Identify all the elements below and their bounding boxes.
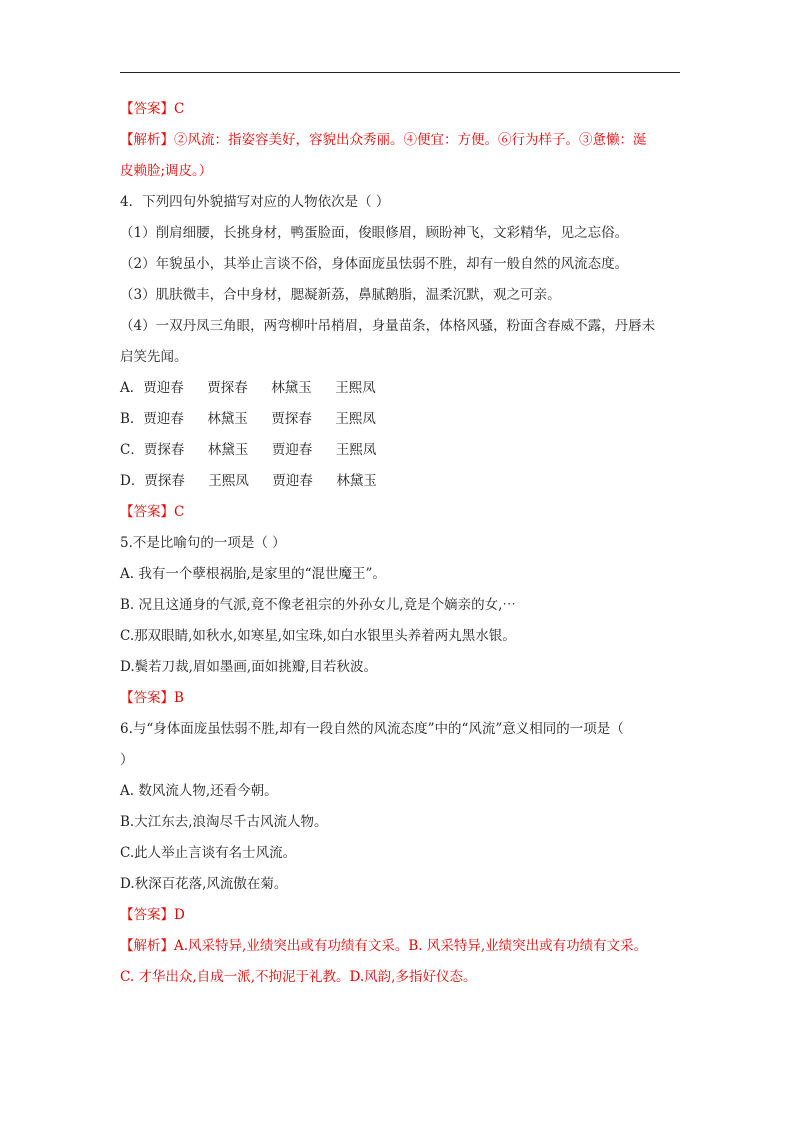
option-name: 贾探春 — [143, 442, 185, 458]
option-name: 贾探春 — [144, 473, 185, 489]
q4-option-c — [120, 435, 680, 466]
option-name: 贾迎春 — [143, 411, 184, 427]
q6-option-a: A. 数风流人物,还看今朝。 — [120, 783, 278, 799]
option-name: 王熙凤 — [208, 473, 249, 489]
q4-item-4-cont: 启笑先闻。 — [120, 349, 188, 365]
q4-option-b — [120, 404, 680, 435]
q4-option-a — [120, 373, 680, 404]
option-label: B． — [120, 411, 144, 427]
option-label: D． — [120, 473, 145, 489]
option-name: 林黛玉 — [207, 442, 249, 458]
q6-option-b: B.大江东去,浪淘尽千古风流人物。 — [120, 814, 328, 830]
q5-option-a: A. 我有一个孽根祸胎,是家里的“混世魔王”。 — [120, 566, 386, 582]
q6-answer: 【答案】D — [120, 907, 185, 923]
q4-item-3: （3）肌肤微丰，合中身材，腮凝新荔，鼻腻鹅脂，温柔沉默，观之可亲。 — [120, 287, 561, 303]
q5-option-c: C.那双眼睛,如秋水,如寒星,如宝珠,如白水银里头养着两丸黑水银。 — [120, 628, 516, 644]
q6-analysis-line-1: 【解析】A.风采特异,业绩突出或有功绩有文采。B. 风采特异,业绩突出或有功绩有文采。 — [120, 938, 648, 954]
option-name: 贾探春 — [207, 380, 248, 396]
q6-analysis-line-2: C. 才华出众,自成一派,不拘泥于礼教。D.风韵,多指好仪态。 — [120, 969, 477, 985]
option-name: 贾迎春 — [271, 442, 313, 458]
q6-option-c: C.此人举止言谈有名士风流。 — [120, 845, 297, 861]
option-name: 林黛玉 — [207, 411, 248, 427]
q6-stem-line-2: ） — [120, 752, 134, 768]
option-name: 贾探春 — [271, 411, 312, 427]
q4-item-2: （2）年貌虽小，其举止言谈不俗，身体面庞虽怯弱不胜，却有一般自然的风流态度。 — [120, 256, 629, 272]
q4-answer: 【答案】C — [120, 504, 185, 520]
option-name: 贾迎春 — [143, 380, 184, 396]
q4-option-d — [120, 466, 680, 497]
q6-stem-line-1: 6.与“身体面庞虽怯弱不胜,却有一段自然的风流态度”中的“风流”意义相同的一项是（ — [120, 721, 624, 737]
option-name: 王熙凤 — [335, 411, 376, 427]
q3-answer: 【答案】C — [120, 101, 185, 117]
option-name: 林黛玉 — [271, 380, 312, 396]
option-name: 林黛玉 — [336, 473, 377, 489]
header-rule — [120, 72, 680, 73]
document-body — [120, 94, 680, 993]
option-name: 王熙凤 — [335, 380, 376, 396]
option-name: 贾迎春 — [272, 473, 313, 489]
q4-stem: 4．下列四句外貌描写对应的人物依次是（ ） — [120, 194, 390, 210]
q5-option-b: B. 况且这通身的气派,竟不像老祖宗的外孙女儿,竟是个嫡亲的女,⋯ — [120, 597, 516, 613]
q6-option-d: D.秋深百花落,风流傲在菊。 — [120, 876, 288, 892]
q5-answer: 【答案】B — [120, 690, 184, 706]
q5-option-d: D.鬓若刀裁,眉如墨画,面如挑瓣,目若秋波。 — [120, 659, 378, 675]
q4-item-4: （4）一双丹凤三角眼，两弯柳叶吊梢眉，身量苗条，体格风骚，粉面含春威不露，丹唇未 — [120, 318, 656, 334]
q3-analysis-line-2: 皮赖脸;调皮。） — [120, 163, 213, 179]
q3-analysis-line-1: 【解析】②风流：指姿容美好，容貌出众秀丽。④便宜：方便。⑥行为样子。③惫懒：涎 — [120, 132, 647, 148]
option-name: 王熙凤 — [335, 442, 377, 458]
option-label: A． — [120, 380, 144, 396]
q4-item-1: （1）削肩细腰，长挑身材，鸭蛋脸面，俊眼修眉，顾盼神飞，文彩精华，见之忘俗。 — [120, 225, 629, 241]
q5-stem: 5.不是比喻句的一项是（ ） — [120, 535, 286, 551]
option-label: C． — [120, 442, 144, 458]
